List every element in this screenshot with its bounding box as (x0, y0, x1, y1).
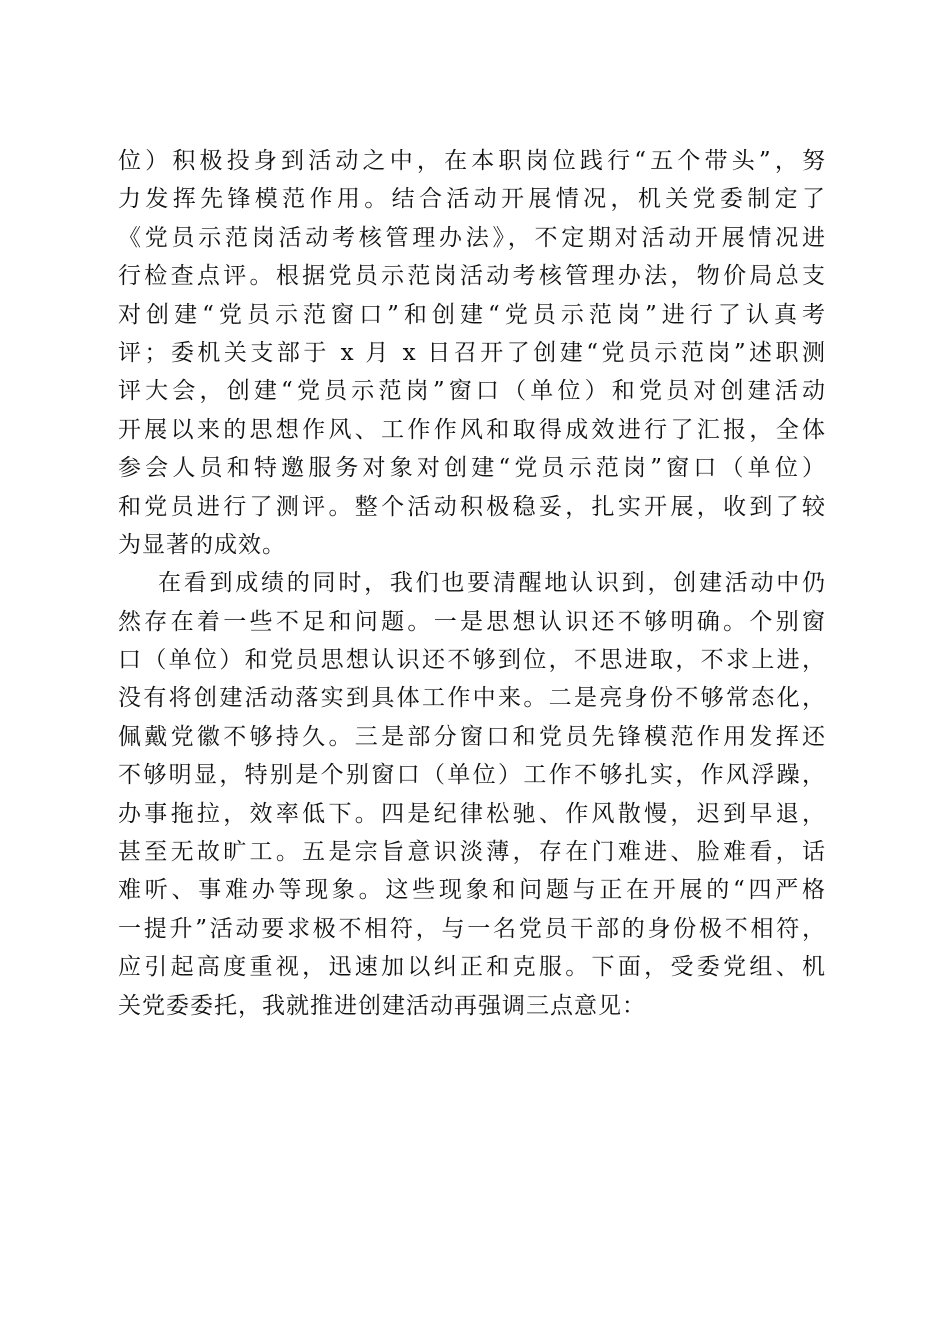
text-line: 关党委委托，我就推进创建活动再强调三点意见： (118, 992, 646, 1019)
paragraph-1 (118, 142, 826, 564)
text-line: 行检查点评。根据党员示范岗活动考核管理办法，物价局总支 (118, 263, 826, 290)
paragraph-2 (118, 564, 826, 1025)
text-line: 没有将创建活动落实到具体工作中来。二是亮身份不够常态化， (118, 685, 826, 712)
text-line: 一提升”活动要求极不相符，与一名党员干部的身份极不相符， (118, 915, 826, 942)
text-line: 评；委机关支部于 x 月 x 日召开了创建“党员示范岗”述职测 (118, 339, 826, 366)
text-line: 力发挥先锋模范作用。结合活动开展情况，机关党委制定了 (118, 186, 826, 213)
text-line: 应引起高度重视，迅速加以纠正和克服。下面，受委党组、机 (118, 954, 826, 981)
text-line: 参会人员和特邀服务对象对创建“党员示范岗”窗口（单位） (118, 455, 826, 482)
text-line: 然存在着一些不足和问题。一是思想认识还不够明确。个别窗 (118, 608, 826, 635)
text-line: 为显著的成效。 (118, 531, 286, 558)
text-line: 佩戴党徽不够持久。三是部分窗口和党员先锋模范作用发挥还 (118, 723, 826, 750)
text-line: 和党员进行了测评。整个活动积极稳妥，扎实开展，收到了较 (118, 493, 826, 520)
text-line: 对创建“党员示范窗口”和创建“党员示范岗”进行了认真考 (118, 301, 826, 328)
text-line: 口（单位）和党员思想认识还不够到位，不思进取，不求上进， (118, 647, 826, 674)
document-body (118, 142, 826, 1025)
text-line: 办事拖拉，效率低下。四是纪律松驰、作风散慢，迟到早退， (118, 800, 826, 827)
text-line: 位）积极投身到活动之中，在本职岗位践行“五个带头”，努 (118, 148, 826, 174)
text-line: 难听、事难办等现象。这些现象和问题与正在开展的“四严格 (118, 877, 826, 904)
text-line: 开展以来的思想作风、工作作风和取得成效进行了汇报，全体 (118, 416, 826, 443)
text-line: 甚至无故旷工。五是宗旨意识淡薄，存在门难进、脸难看，话 (118, 839, 826, 866)
text-line: 《党员示范岗活动考核管理办法》，不定期对活动开展情况进 (118, 224, 826, 251)
text-line: 不够明显，特别是个别窗口（单位）工作不够扎实，作风浮躁， (118, 762, 826, 789)
text-line: 在看到成绩的同时，我们也要清醒地认识到，创建活动中仍 (158, 570, 826, 597)
text-line: 评大会，创建“党员示范岗”窗口（单位）和党员对创建活动 (118, 378, 826, 405)
